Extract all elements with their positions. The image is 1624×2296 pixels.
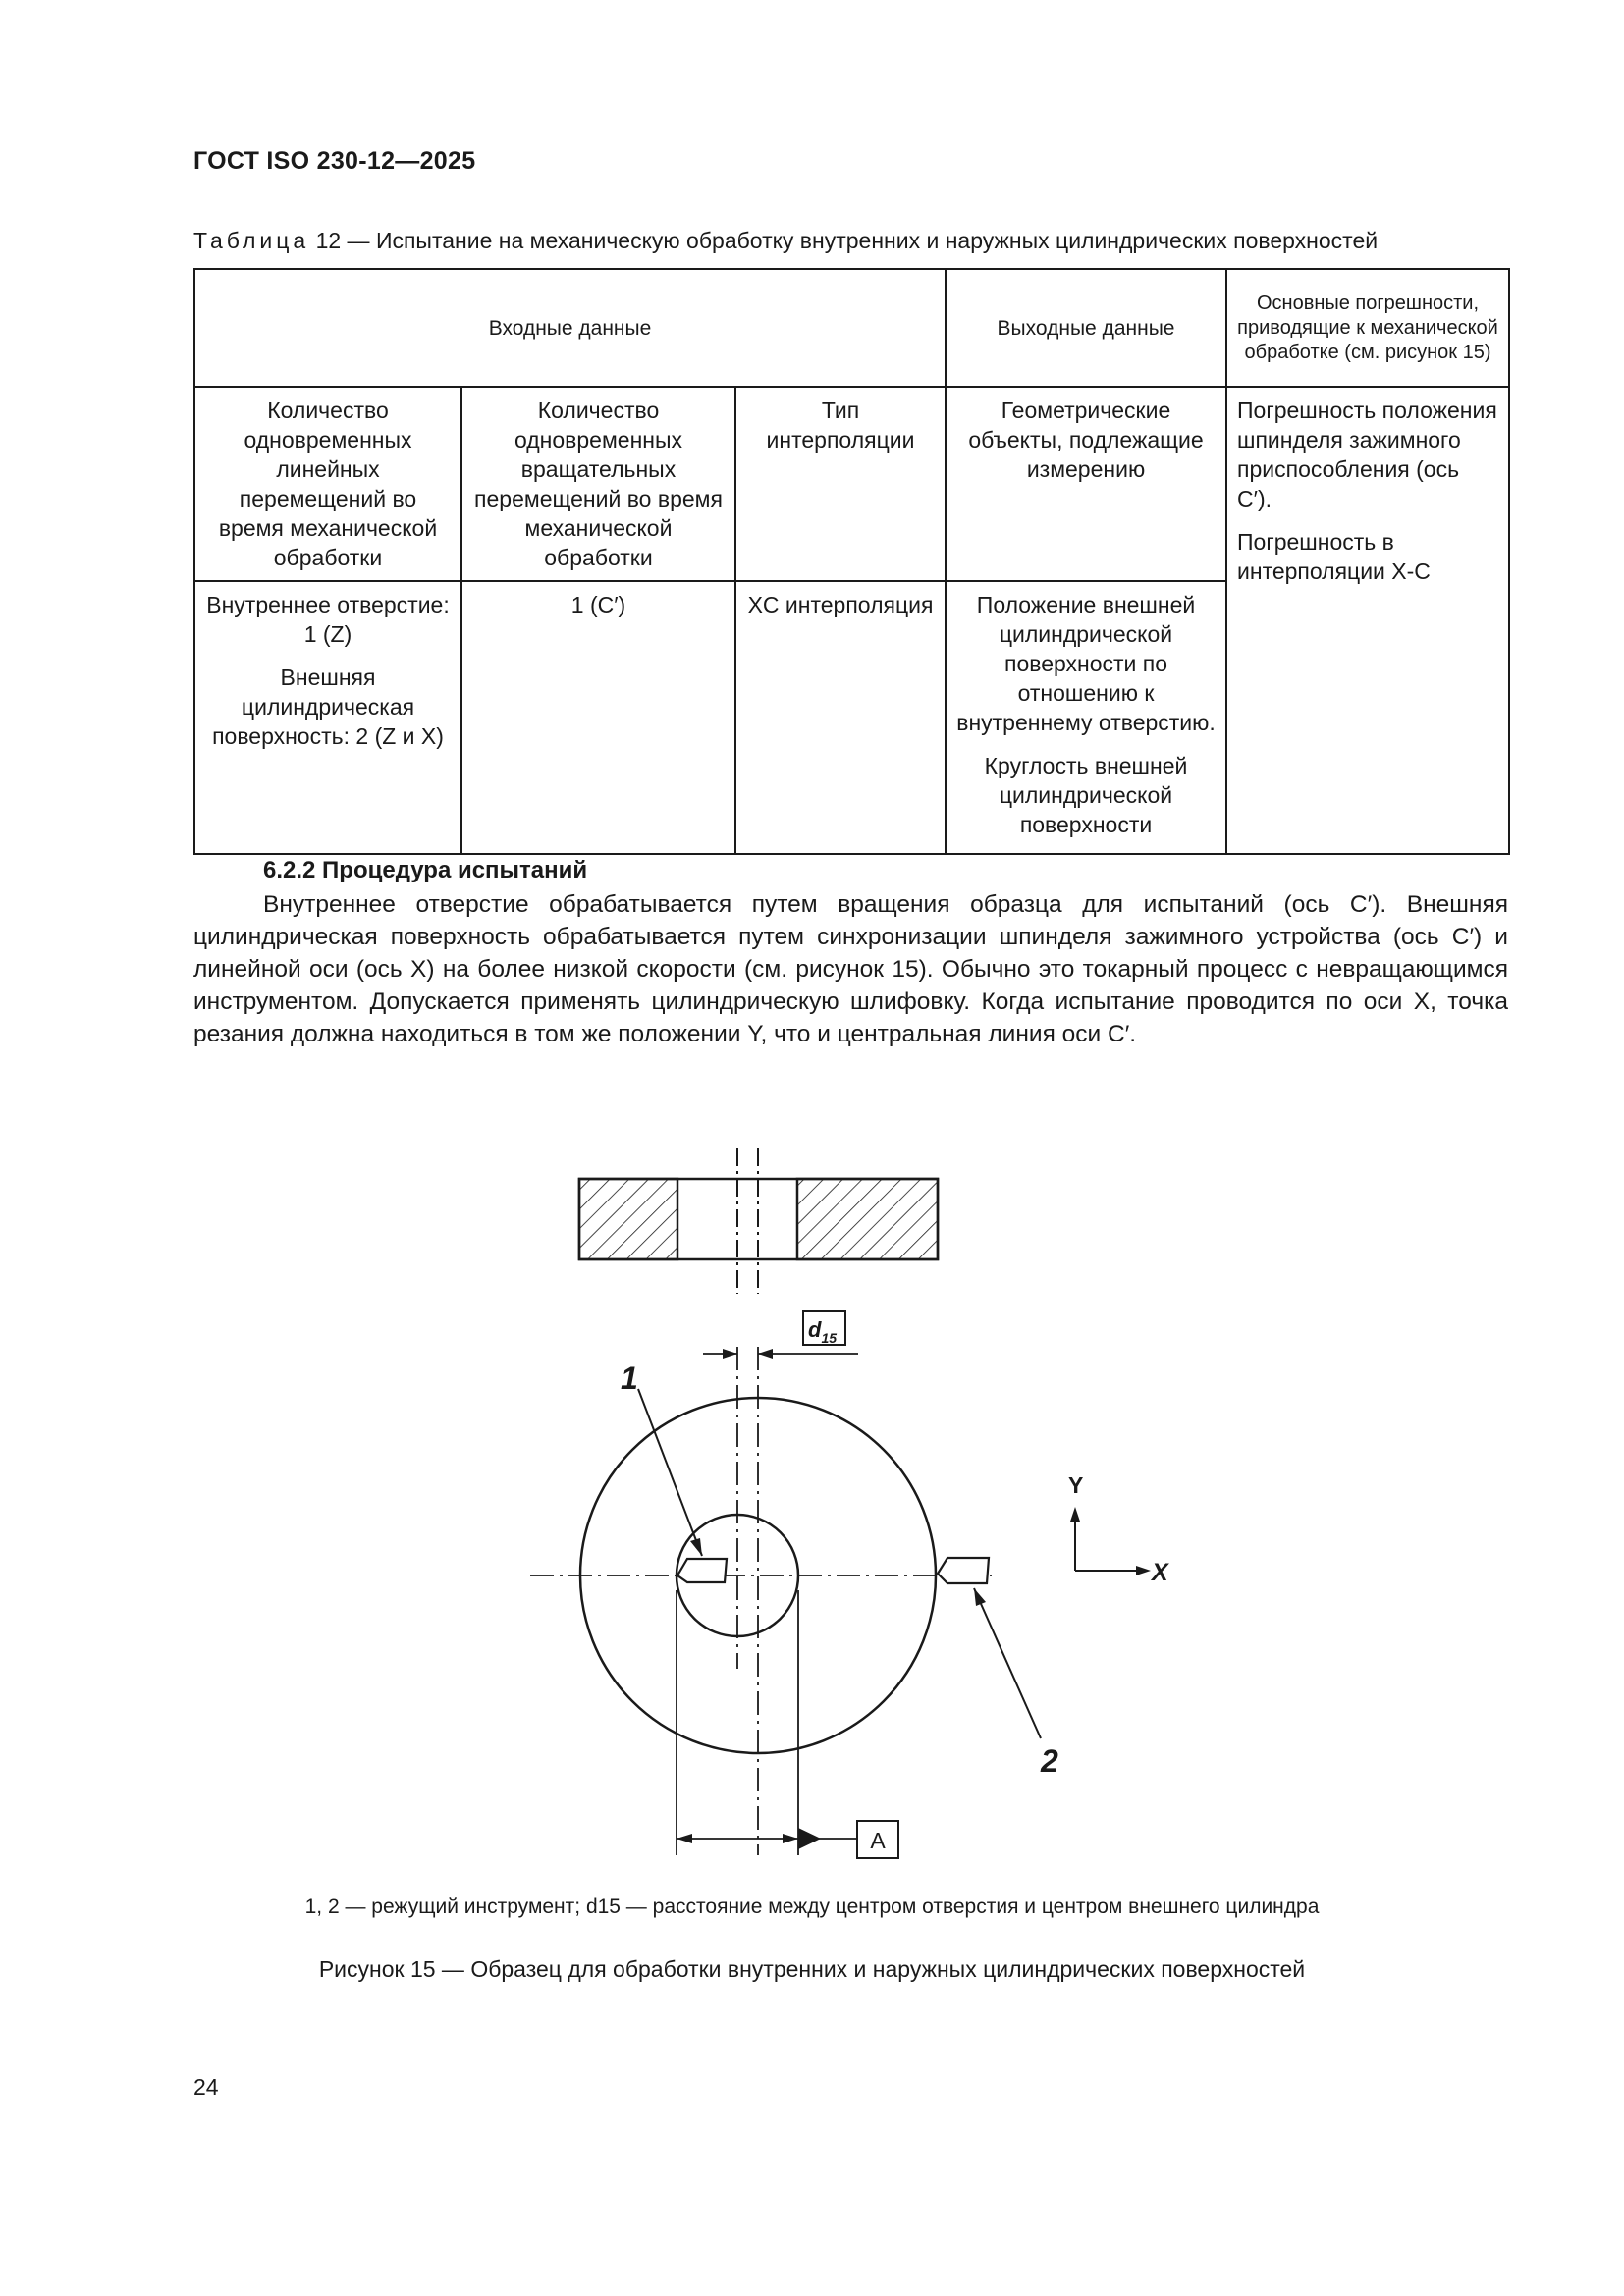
d15-label-sub: 15: [821, 1330, 838, 1346]
cell-linear-inner: Внутреннее отверстие: 1 (Z): [206, 592, 450, 647]
axis-x-label: X: [1152, 1559, 1168, 1586]
header-main-errors: Основные погрешности, приводящие к механической обработке (см. рисунок 15): [1226, 269, 1509, 387]
cutting-tool-1: [621, 1361, 727, 1582]
plan-view: [530, 1311, 1169, 1858]
header-output-data: Выходные данные: [946, 269, 1226, 387]
d15-label-base: d: [808, 1317, 822, 1342]
header-input-data: Входные данные: [194, 269, 946, 387]
error-spindle-position: Погрешность положения шпинделя зажимного приспособления (ось C′).: [1237, 398, 1497, 511]
cell-rotary-moves: 1 (C′): [461, 581, 735, 854]
header-geometric-objects: Геометрические объекты, подлежащие измерению: [946, 387, 1226, 581]
callout-1: 1: [621, 1361, 638, 1396]
section-view: [579, 1148, 938, 1294]
error-interpolation: Погрешность в интерполяции X-C: [1237, 529, 1431, 584]
document-header: ГОСТ ISO 230-12—2025: [193, 147, 476, 175]
header-interpolation-type: Тип интерполяции: [735, 387, 946, 581]
cutting-tool-2: [938, 1558, 1058, 1779]
header-rotary-moves: Количество одновременных вращательных перемещений во время механической обработки: [461, 387, 735, 581]
axis-triad: [1068, 1472, 1169, 1586]
callout-2: 2: [1041, 1743, 1058, 1779]
table-caption-word: Таблица: [193, 228, 310, 253]
figure-legend: 1, 2 — режущий инструмент; d15 — расстояние между центром отверстия и центром внешнего цилиндра: [304, 1896, 1320, 1918]
axis-y-label: Y: [1068, 1472, 1084, 1498]
hatched-section-right: [797, 1179, 938, 1259]
section-title: 6.2.2 Процедура испытаний: [263, 857, 588, 883]
figure-caption: Рисунок 15 — Образец для обработки внутренних и наружных цилиндрических поверхностей: [318, 1956, 1306, 1982]
cell-geom-roundness: Круглость внешней цилиндрической поверхности: [984, 753, 1188, 837]
header-linear-moves: Количество одновременных линейных перемещений во время механической обработки: [194, 387, 461, 581]
datum-a-label: A: [870, 1828, 886, 1853]
page-number: 24: [193, 2074, 219, 2100]
cell-linear-outer: Внешняя цилиндрическая поверхность: 2 (Z и X): [212, 665, 444, 749]
table-caption-text: 12 — Испытание на механическую обработку внутренних и наружных цилиндрических поверхностей: [309, 228, 1379, 253]
dimension-d15: [703, 1311, 858, 1359]
cell-geom-position: Положение внешней цилиндрической поверхности по отношению к внутреннему отверстию.: [956, 592, 1216, 735]
cell-interpolation: XC интерполяция: [735, 581, 946, 854]
hatched-section-left: [579, 1179, 677, 1259]
section-paragraph: Внутреннее отверстие обрабатывается путем вращения образца для испытаний (ось C′). Внешняя цилиндрическая поверхность обрабатывается путем синхронизации шпинделя зажимного устройства (ось C′) и линейной оси (ось X) на более низкой скорости (см. рисунок 15). Обычно это токарный процесс с невращающимся инструментом. Допускается применять цилиндрическую шлифовку. Когда испытание проводится по оси X, точка резания должна находиться в том же положении Y, что и центральная линия оси C′.: [193, 891, 1508, 1047]
